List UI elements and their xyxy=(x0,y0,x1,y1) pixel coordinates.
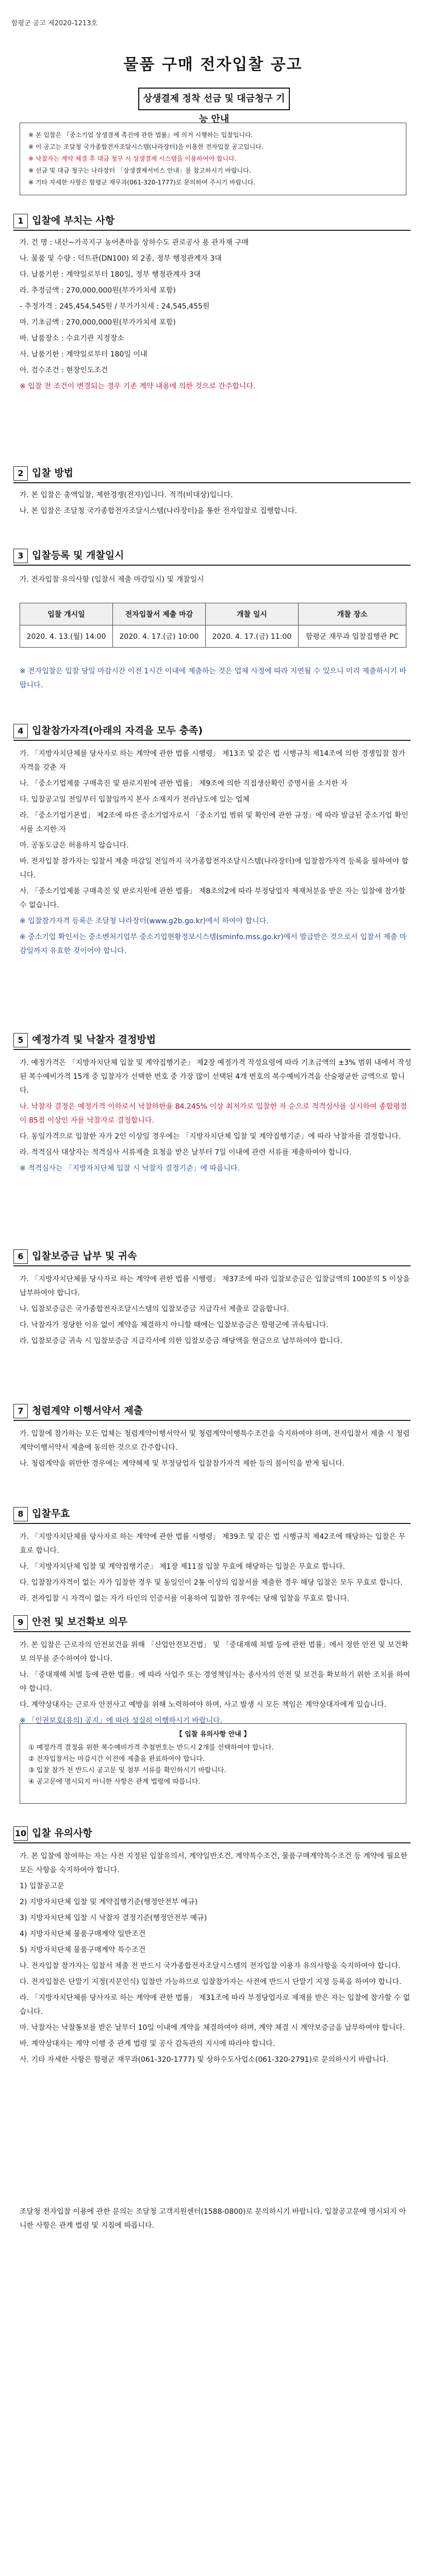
s10-item: 1) 입찰공고문 xyxy=(20,1882,64,1890)
s4-item: 다. 입찰공고일 전일부터 입찰일까지 본사 소재지가 전라남도에 있는 업체 xyxy=(20,795,250,804)
section-title: 입찰에 부치는 사항 xyxy=(32,215,115,226)
s1-item: 나. 물품 및 수량 : 덕트관(DN100) 외 2종, 정부 행정관계자 3대 xyxy=(20,255,222,263)
table-header: 개찰 장소 xyxy=(298,603,406,625)
s1-item: 라. 추정금액 : 270,000,000원(부가가치세 포함) xyxy=(20,286,176,295)
s1-item: 다. 납품기한 : 계약일로부터 180일, 정부 행정관계자 3대 xyxy=(20,270,201,279)
s10-item: 5) 지방자치단체 물품구매계약 특수조건 xyxy=(20,1946,146,1954)
table-header: 입찰 개시일 xyxy=(20,603,113,625)
section-3-note xyxy=(20,665,412,694)
section-title: 입찰 방법 xyxy=(32,467,74,479)
section-2-body xyxy=(20,488,412,520)
s5-item: 나. 낙찰자 결정은 예정가격 이하로서 낙찰하한율 84.245% 이상 최저가로 입찰한 자 순으로 적격심사를 실시하여 종합평점이 85점 이상인 자를 낙찰자로 결정합니다. xyxy=(20,1103,407,1125)
s1-item: 사. 납품기한 : 계약일로부터 180일 이내 xyxy=(20,350,148,359)
section-title: 예정가격 및 낙찰자 결정방법 xyxy=(32,1034,156,1045)
s1-item: 아. 검수조건 : 현장인도조건 xyxy=(20,366,108,375)
section-number: 1 xyxy=(13,214,28,228)
caution-line: ② 전자입찰서는 마감시간 이전에 제출을 완료하여야 합니다. xyxy=(28,1755,205,1763)
s5-item: 라. 적격심사 대상자는 적격심사 서류제출 요청을 받은 날부터 7일 이내에 관련 서류를 제출하여야 합니다. xyxy=(20,1148,352,1157)
caution-heading: 【 입찰 유의사항 안내 】 xyxy=(175,1731,251,1738)
s10-item: 라. 「지방자치단체를 당사자로 하는 계약에 관한 법률」 제31조에 따라 부정당업자로 제재를 받은 자는 입찰에 참가할 수 없습니다. xyxy=(20,1994,411,2016)
s1-item: 가. 건 명 : 내산~가곡지구 농어촌마을 상하수도 관로공사 용 관자재 구매 xyxy=(20,239,249,247)
s2-item: 가. 본 입찰은 총액입찰, 제한경쟁(전자)입니다. 적격(비대상)입니다. xyxy=(20,491,233,499)
section-9-body xyxy=(20,1638,412,1730)
table-cell: 함평군 재무과 입찰집행관 PC xyxy=(298,625,406,648)
s10-item: 3) 지방자치단체 입찰 시 낙찰자 결정기준(행정안전부 예규) xyxy=(20,1914,207,1922)
s6-item: 나. 입찰보증금은 국가종합전자조달시스템의 입찰보증금 지급각서 제출로 갈음합니다. xyxy=(20,1305,289,1313)
section-number: 3 xyxy=(13,549,28,563)
section-10-header xyxy=(13,1824,411,1843)
intro-line: ※ 본 입찰은 『중소기업 상생결제 촉진에 관한 법률』에 의거 시행하는 입찰입니다. xyxy=(28,131,253,139)
section-1-body xyxy=(20,236,412,396)
section-3-header xyxy=(13,546,411,566)
s4-item: 라. 「중소기업기본법」 제2조에 따른 중소기업자로서 「중소기업 범위 및 확인에 관한 규정」에 따라 발급된 중소기업 확인서를 소지한 자 xyxy=(20,811,408,834)
s9-note: ※ 「인권보호(유의) 공지」에 따라 성실히 이행하시기 바랍니다. xyxy=(20,1717,222,1725)
section-5-body xyxy=(20,1056,412,1178)
s1-item: 바. 납품장소 : 수요기관 지정장소 xyxy=(20,334,124,343)
section-3-intro xyxy=(20,573,412,589)
s8-item: 가. 「지방자치단체를 당사자로 하는 계약에 관한 법률 시행령」 제39조 및 같은 법 시행규칙 제42조에 해당하는 입찰은 무효로 합니다. xyxy=(20,1533,405,1555)
section-number: 7 xyxy=(13,1404,28,1418)
section-number: 6 xyxy=(13,1249,28,1264)
s5-note: ※ 적격심사는 「지방자치단체 입찰 시 낙찰자 결정기준」에 따릅니다. xyxy=(20,1164,240,1173)
section-9-header xyxy=(13,1613,411,1632)
section-number: 8 xyxy=(13,1507,28,1521)
s8-item: 다. 입찰참가자격이 없는 자가 입찰한 경우 및 동일인이 2통 이상의 입찰서를 제출한 경우 해당 입찰은 모두 무효로 합니다. xyxy=(20,1579,403,1587)
section-6-body xyxy=(20,1273,412,1350)
s4-item: 사. 「중소기업제품 구매촉진 및 판로지원에 관한 법률」 제8조의2에 따라 부정당업자 제재처분을 받은 자는 입찰에 참가할 수 없습니다. xyxy=(20,887,406,909)
caution-line: ③ 입찰 참가 전 반드시 공고문 및 첨부 서류를 확인하시기 바랍니다. xyxy=(28,1767,226,1774)
intro-line: ※ 낙찰자는 계약 체결 후 대금 청구 시 상생결제 시스템을 이용하여야 합니다. xyxy=(28,155,237,162)
s6-item: 다. 낙찰자가 정당한 이유 없이 계약을 체결하지 아니할 때에는 입찰보증금은 함평군에 귀속됩니다. xyxy=(20,1321,329,1329)
s1-note: ※ 입찰 전 조건이 변경되는 경우 기존 계약 내용에 의한 것으로 간주합니다. xyxy=(20,382,256,391)
s10-closing: 조달청 전자입찰 이용에 관한 문의는 조달청 고객지원센터(1588-0800)로 문의하시기 바랍니다. 입찰공고문에 명시되지 아니한 사항은 관계 법령 및 지침에 따릅니다. xyxy=(20,2208,406,2230)
s10-item: 다. 전자입찰은 단말기 지정(지문인식) 입찰만 가능하므로 입찰참가자는 사전에 반드시 단말기 지정 등록을 하여야 합니다. xyxy=(20,1978,402,1986)
section-number: 10 xyxy=(13,1826,28,1841)
s1-item: - 추정가격 : 245,454,545원 / 부가가치세 : 24,545,455원 xyxy=(20,302,210,311)
section-title: 입찰무효 xyxy=(32,1508,70,1519)
section-7-body xyxy=(20,1427,412,1473)
section-title: 안전 및 보건확보 의무 xyxy=(32,1616,128,1628)
s10-item: 마. 낙찰자는 낙찰통보를 받은 날부터 10일 이내에 계약을 체결하여야 하며, 계약 체결 시 계약보증금을 납부하여야 합니다. xyxy=(20,2024,405,2032)
section-8-header xyxy=(13,1504,411,1524)
intro-line: ※ 기타 자세한 사항은 함평군 재무과(061-320-1777)로 문의하여 주시기 바랍니다. xyxy=(28,179,256,186)
section-4-header xyxy=(13,721,411,741)
s4-item: 가. 「지방자치단체를 당사자로 하는 계약에 관한 법률 시행령」 제13조 및 같은 법 시행규칙 제14조에 의한 경쟁입찰 참가자격을 갖춘 자 xyxy=(20,750,405,772)
caution-box xyxy=(20,1723,406,1804)
s6-item: 라. 입찰보증금 귀속 시 입찰보증금 지급각서에 의한 입찰보증금 해당액을 현금으로 납부하여야 합니다. xyxy=(20,1337,342,1345)
s7-item: 나. 청렴계약을 위반한 경우에는 계약해제 및 부정당업자 입찰참가자격 제한 등의 불이익을 받게 됩니다. xyxy=(20,1460,345,1468)
s9-item: 나. 「중대재해 처벌 등에 관한 법률」에 따라 사업주 또는 경영책임자는 종사자의 안전 및 보건을 확보하기 위한 조치를 하여야 합니다. xyxy=(20,1671,411,1693)
section-number: 5 xyxy=(13,1033,28,1047)
table-header-row xyxy=(20,603,406,625)
section-2-header xyxy=(13,464,411,483)
table-header: 개찰 일시 xyxy=(205,603,298,625)
section-7-header xyxy=(13,1401,411,1421)
table-row xyxy=(20,625,406,648)
section-title: 입찰등록 및 개찰일시 xyxy=(32,550,124,561)
s2-item: 나. 본 입찰은 조달청 국가종합전자조달시스템(나라장터)을 통한 전자입찰로 집행합니다. xyxy=(20,507,297,515)
s10-item: 나. 전자입찰 참가자는 입찰서 제출 전 반드시 국가종합전자조달시스템의 전자입찰 이용자 유의사항을 숙지하여야 합니다. xyxy=(20,1962,401,1970)
caution-line: ④ 공고문에 명시되지 아니한 사항은 관계 법령에 따릅니다. xyxy=(28,1778,201,1786)
section-4-body xyxy=(20,747,412,960)
s4-item: 나. 「중소기업제품 구매촉진 및 판로지원에 관한 법률」 제9조에 의한 직접생산확인 증명서를 소지한 자 xyxy=(20,779,348,788)
intro-line: ※ 선금 및 대금 청구는 나라장터 「상생결제서비스 안내」를 참고하시기 바랍니다. xyxy=(28,167,251,174)
section-title: 청렴계약 이행서약서 제출 xyxy=(32,1405,143,1416)
section-10-body xyxy=(20,1850,412,2069)
s1-item: 마. 기초금액 : 270,000,000원(부가가치세 포함) xyxy=(20,318,176,327)
s4-note: ※ 중소기업 확인서는 중소벤처기업부 중소기업현황정보시스템(sminfo.mss.go.kr)에서 발급받은 것으로서 입찰서 제출 마감일까지 유효한 것이어야 합니다. xyxy=(20,933,407,955)
section-number: 4 xyxy=(13,724,28,738)
s10-item: 가. 본 입찰에 참여하는 자는 사전 지정된 입찰유의서, 계약일반조건, 계약특수조건, 물품구매계약특수조건 등 계약에 필요한 모든 사항을 숙지하여야 합니다. xyxy=(20,1852,407,1874)
section-title: 입찰참가자격(아래의 자격을 모두 충족) xyxy=(32,725,203,736)
section-title: 입찰 유의사항 xyxy=(32,1827,92,1839)
section-8-body xyxy=(20,1530,412,1608)
table-cell: 2020. 4. 17.(금) 10:00 xyxy=(112,625,205,648)
s10-item: 2) 지방자치단체 입찰 및 계약집행기준(행정안전부 예규) xyxy=(20,1898,198,1906)
s7-item: 가. 입찰에 참가하는 모든 업체는 청렴계약이행서약서 및 청렴계약이행특수조건을 숙지하여야 하며, 전자입찰서 제출 시 청렴계약이행서약서 제출에 동의한 것으로 간주합니다. xyxy=(20,1430,410,1452)
s5-item: 다. 동일가격으로 입찰한 자가 2인 이상일 경우에는 「지방자치단체 입찰 및 계약집행기준」에 따라 낙찰자를 결정합니다. xyxy=(20,1132,401,1141)
s8-item: 라. 전자입찰 시 자격이 없는 자가 타인의 인증서를 이용하여 입찰한 경우에는 당해 입찰을 무효로 합니다. xyxy=(20,1595,350,1603)
s10-item: 4) 지방자치단체 물품구매계약 일반조건 xyxy=(20,1930,146,1938)
intro-line: ※ 이 공고는 조달청 국가종합전자조달시스템(나라장터)을 이용한 전자입찰 공고입니다. xyxy=(28,143,264,150)
s3-note: ※ 전자입찰은 입찰 당일 마감시간 이전 1시간 이내에 제출하는 것은 업체 사정에 따라 지연될 수 있으니 미리 제출하시기 바랍니다. xyxy=(20,667,406,689)
section-number: 9 xyxy=(13,1615,28,1630)
section-6-header xyxy=(13,1247,411,1266)
table-cell: 2020. 4. 13.(월) 14:00 xyxy=(20,625,113,648)
payment-banner: 상생결제 정착 선금 및 대금청구 기능 안내 xyxy=(138,88,290,110)
section-title: 입찰보증금 납부 및 귀속 xyxy=(32,1250,137,1262)
s9-item: 가. 본 입찰은 근로자의 안전보건을 위해 「산업안전보건법」 및 「중대재해 처벌 등에 관한 법률」에서 정한 안전 및 보건확보 의무를 준수하여야 합니다. xyxy=(20,1641,408,1663)
s8-item: 나. 「지방자치단체 입찰 및 계약집행기준」 제1장 제11절 입찰 무효에 해당하는 입찰은 무효로 합니다. xyxy=(20,1563,345,1571)
s5-item: 가. 예정가격은 「지방자치단체 입찰 및 계약집행기준」 제2장 예정가격 작성요령에 따라 기초금액의 ±3% 범위 내에서 작성된 복수예비가격 15개 중 입찰자가 선택한 번호 중 가장 많이 선택된 4개 번호의 복수예비가격을 산술평균한 금액으로 합니다. xyxy=(20,1059,412,1095)
s9-item: 다. 계약상대자는 근로자 안전사고 예방을 위해 노력하여야 하며, 사고 발생 시 모든 책임은 계약상대자에게 있습니다. xyxy=(20,1701,387,1709)
section-1-header xyxy=(13,211,411,231)
s4-item: 바. 전자입찰 참가자는 입찰서 제출 마감일 전일까지 국가종합전자조달시스템(나라장터)에 입찰참가자격 등록을 필하여야 합니다. xyxy=(20,857,409,879)
s6-item: 가. 「지방자치단체를 당사자로 하는 계약에 관한 법률 시행령」 제37조에 따라 입찰보증금은 입찰금액의 100분의 5 이상을 납부하여야 합니다. xyxy=(20,1275,410,1297)
section-number: 2 xyxy=(13,466,28,481)
s3-intro: 가. 전자입찰 유의사항 (입찰서 제출 마감일시) 및 개찰일시 xyxy=(20,575,204,584)
s10-item: 사. 기타 자세한 사항은 함평군 재무과(061-320-1777) 및 상하수도사업소(061-320-2791)로 문의하시기 바랍니다. xyxy=(20,2056,389,2064)
page-title: 물품 구매 전자입찰 공고 xyxy=(123,56,303,74)
s4-item: 마. 공동도급은 허용하지 않습니다. xyxy=(20,841,129,850)
intro-box xyxy=(20,123,406,195)
section-10-closing xyxy=(20,2205,412,2235)
s4-note: ※ 입찰참가자격 등록은 조달청 나라장터(www.g2b.go.kr)에서 하여야 합니다. xyxy=(20,917,269,925)
caution-line: ① 예정가격 결정을 위한 복수예비가격 추첨번호는 반드시 2개를 선택하여야 합니다. xyxy=(28,1744,274,1752)
notice-number: 함평군 공고 제2020-1213호 xyxy=(11,20,98,27)
schedule-table xyxy=(20,603,406,648)
table-cell: 2020. 4. 17.(금) 11:00 xyxy=(205,625,298,648)
s10-item: 바. 계약상대자는 계약 이행 중 관계 법령 및 공사 감독관의 지시에 따라야 합니다. xyxy=(20,2040,275,2048)
table-header: 전자입찰서 제출 마감 xyxy=(112,603,205,625)
section-5-header xyxy=(13,1030,411,1050)
